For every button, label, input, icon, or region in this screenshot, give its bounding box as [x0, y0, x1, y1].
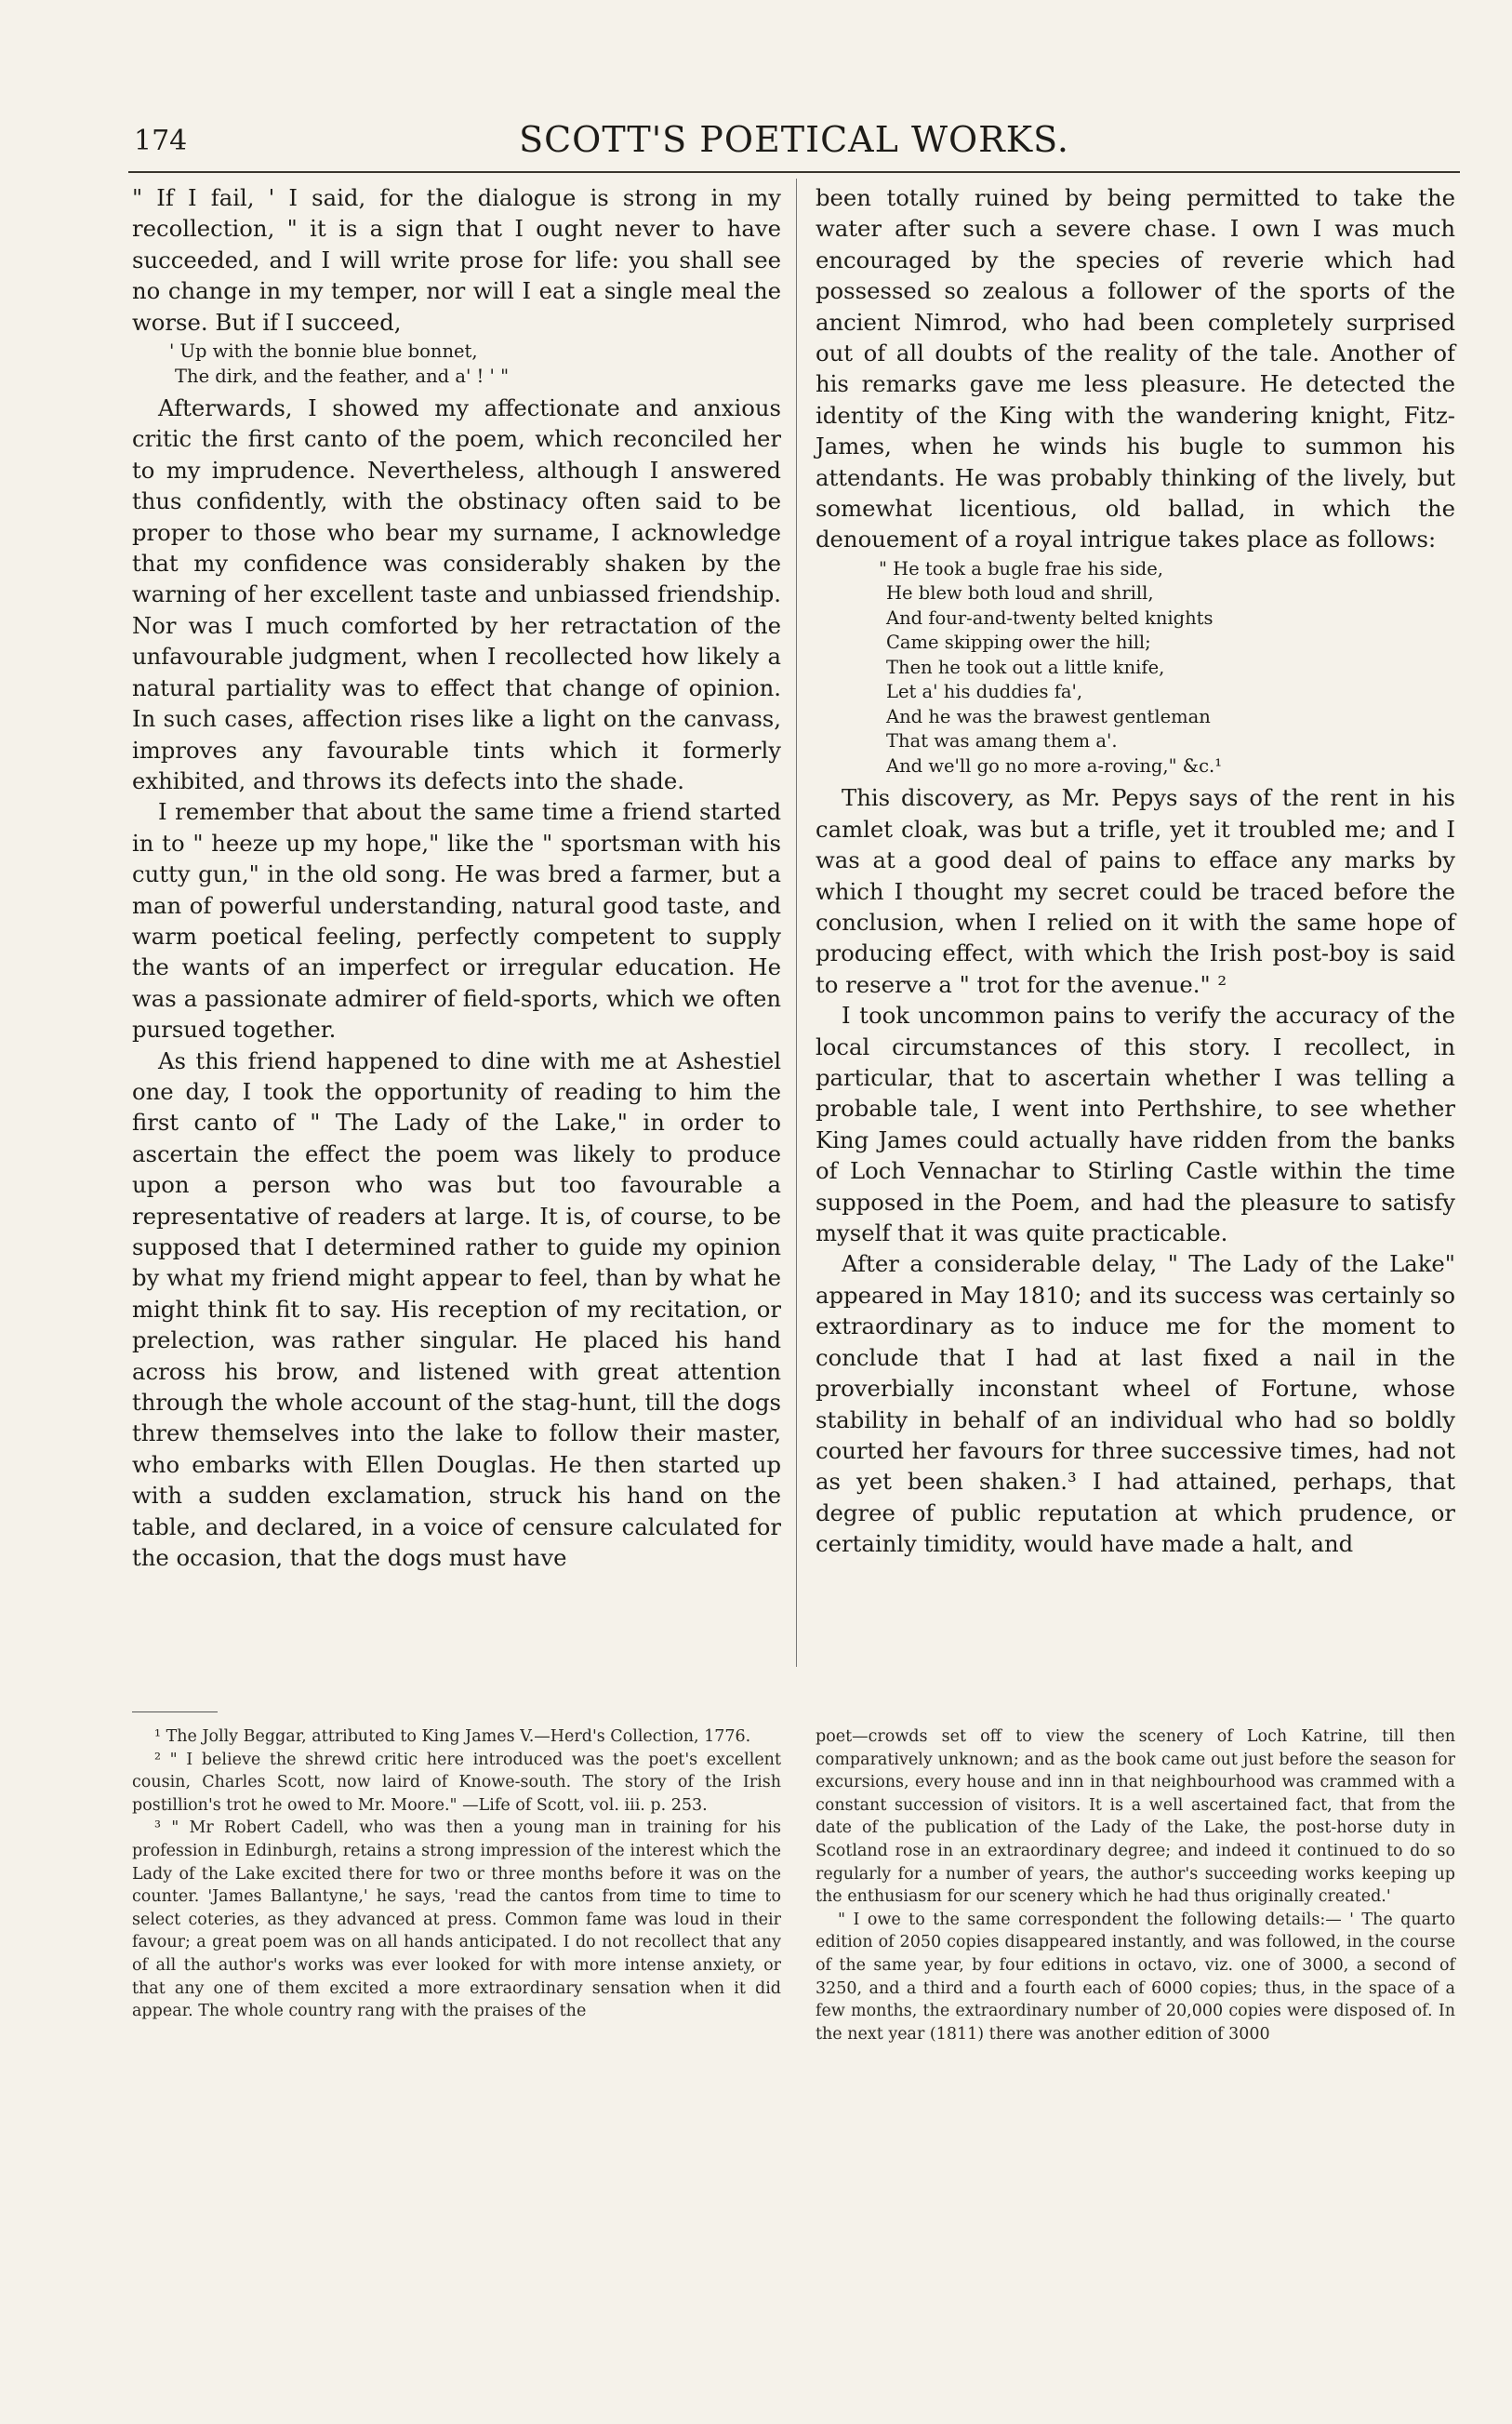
paragraph: " If I fail, ' I said, for the dialogue is strong in my recollection, " it is a sign that I ought never to have succeeded, and I will write prose for life: you shall see no change in my temper, nor will I eat a single meal the worse. But if I succeed,: [132, 184, 781, 336]
header-rule: [128, 171, 1460, 173]
verse-line: That was amang them a'.: [886, 730, 1118, 753]
paragraph: As this friend happened to dine with me at Ashestiel one day, I took the opportunity of reading to him the first canto of " The Lady of the Lake," in order to ascertain the effect the poem was likely to produce upon a person who was but too favourable a representative of readers at large. It is, of course, to be supposed that I determined rather to guide my opinion by what my friend might appear to feel, than by what he might think fit to say. His reception of my recitation, or prelection, was rather singular. He placed his hand across his brow, and listened with great attention through the whole account of the stag-hunt, till the dogs threw themselves into the lake to follow their master, who embarks with Ellen Douglas. He then started up with a sudden exclamation, struck his hand on the table, and declared, in a voice of censure calculated for the occasion, that the dogs must have: [132, 1046, 781, 1572]
footnote-continuation: poet—crowds set off to view the scenery of Loch Katrine, till then comparatively unknown; and as the book came out just before the season for excursions, every house and inn in that neighbourhood was crammed with a constant succession of visitors. It is a well ascertained fact, that from the date of the publication of the Lady of the Lake, the post-horse duty in Scotland rose in an extraordinary degree; and indeed it continued to do so regularly for a number of years, the author's succeeding works keeping up the enthusiasm for our scenery which he had thus originally created.': [816, 1727, 1455, 1907]
footnote-rule: [132, 1711, 218, 1712]
verse-line: ' Up with the bonnie blue bonnet,: [169, 340, 478, 363]
page-number: 174: [134, 125, 188, 157]
right-column: [816, 182, 1455, 1560]
paragraph: been totally ruined by being permitted to take the water after such a severe chase. I own I was much encouraged by the species of reverie which had possessed so zealous a follower of the sports of the ancient Nimrod, who had been completely surprised out of all doubts of the reality of the tale. Another of his remarks gave me less pleasure. He detected the identity of the King with the wandering knight, Fitz-James, when he winds his bugle to summon his attendants. He was probably thinking of the lively, but somewhat licentious, old ballad, in which the denouement of a royal intrigue takes place as follows:: [816, 184, 1455, 553]
verse-line: " He took a bugle frae his side,: [879, 557, 1163, 579]
footnote: ¹ The Jolly Beggar, attributed to King James V.—Herd's Collection, 1776.: [154, 1727, 751, 1746]
footnotes-right: [816, 1725, 1455, 2045]
footnotes-left: [132, 1725, 781, 2023]
verse-line: And we'll go no more a-roving," &c.¹: [886, 754, 1223, 777]
footnote: " I owe to the same correspondent the following details:— ' The quarto edition of 2050 copies disappeared instantly, and was followed, in the course of the same year, by four editions in octavo, viz. one of 3000, a second of 3250, and a third and a fourth each of 6000 copies; thus, in the space of a few months, the extraordinary number of 20,000 copies were disposed of. In the next year (1811) there was another edition of 3000: [816, 1910, 1455, 2044]
verse-line: And he was the brawest gentleman: [886, 705, 1211, 727]
left-column: [132, 182, 781, 1573]
paragraph: This discovery, as Mr. Pepys says of the rent in his camlet cloak, was but a trifle, yet it troubled me; and I was at a good deal of pains to efface any marks by which I thought my secret could be traced before the conclusion, when I relied on it with the same hope of producing effect, with which the Irish post-boy is said to reserve a " trot for the avenue." ²: [816, 784, 1455, 998]
verse-line: Let a' his duddies fa',: [886, 681, 1083, 703]
verse-line: The dirk, and the feather, and a' ! ' ": [175, 365, 510, 387]
paragraph: Afterwards, I showed my affectionate and anxious critic the first canto of the poem, which reconciled her to my imprudence. Nevertheless, although I answered thus confidently, with the obstinacy often said to be proper to those who bear my surname, I acknowledge that my confidence was considerably shaken by the warning of her excellent taste and unbiassed friendship. Nor was I much comforted by her retractation of the unfavourable judgment, when I recollected how likely a natural partiality was to effect that change of opinion. In such cases, affection rises like a light on the canvass, improves any favourable tints which it formerly exhibited, and throws its defects into the shade.: [132, 394, 781, 794]
verse-line: He blew both loud and shrill,: [886, 582, 1154, 605]
ballad-verse: [816, 557, 1455, 779]
verse-line: Came skipping ower the hill;: [886, 632, 1151, 654]
verse-line: And four-and-twenty belted knights: [886, 606, 1214, 629]
footnote: ³ " Mr Robert Cadell, who was then a young man in training for his profession in Edinburgh, retains a strong impression of the interest which the Lady of the Lake excited there for two or three months before it was on the counter. 'James Ballantyne,' he says, 'read the cantos from time to time to select coteries, as they advanced at press. Common fame was loud in their favour; a great poem was on all hands anticipated. I do not recollect that any of all the author's works was ever looked for with more intense anxiety, or that any one of them excited a more extraordinary sensation when it did appear. The whole country rang with the praises of the: [132, 1818, 781, 2021]
page-header: [134, 119, 1454, 184]
paragraph: After a considerable delay, " The Lady of the Lake" appeared in May 1810; and its success was certainly so extraordinary as to induce me for the moment to conclude that I had at last fixed a nail in the proverbially inconstant wheel of Fortune, whose stability in behalf of an individual who had so boldly courted her favours for three successive times, had not as yet been shaken.³ I had attained, perhaps, that degree of public reputation at which prudence, or certainly timidity, would have made a halt, and: [816, 1250, 1455, 1558]
paragraph: I took uncommon pains to verify the accuracy of the local circumstances of this story. I recollect, in particular, that to ascertain whether I was telling a probable tale, I went into Perthshire, to see whether King James could actually have ridden from the banks of Loch Vennachar to Stirling Castle within the time supposed in the Poem, and had the pleasure to satisfy myself that it was quite practicable.: [816, 1002, 1455, 1247]
running-title: SCOTT'S POETICAL WORKS.: [519, 119, 1069, 160]
verse-line: Then he took out a little knife,: [886, 656, 1165, 678]
footnote: ² " I believe the shrewd critic here introduced was the poet's excellent cousin, Charles Scott, now laird of Knowe-south. The story of the Irish postillion's trot he owed to Mr. Moore." —Life of Scott, vol. iii. p. 253.: [132, 1750, 781, 1815]
paragraph: I remember that about the same time a friend started in to " heeze up my hope," like the " sportsman with his cutty gun," in the old song. He was bred a farmer, but a man of powerful understanding, natural good taste, and warm poetical feeling, perfectly competent to supply the wants of an imperfect or irregular education. He was a passionate admirer of field-sports, which we often pursued together.: [132, 798, 781, 1044]
column-divider: [796, 179, 797, 1667]
verse-quote: [132, 340, 781, 389]
